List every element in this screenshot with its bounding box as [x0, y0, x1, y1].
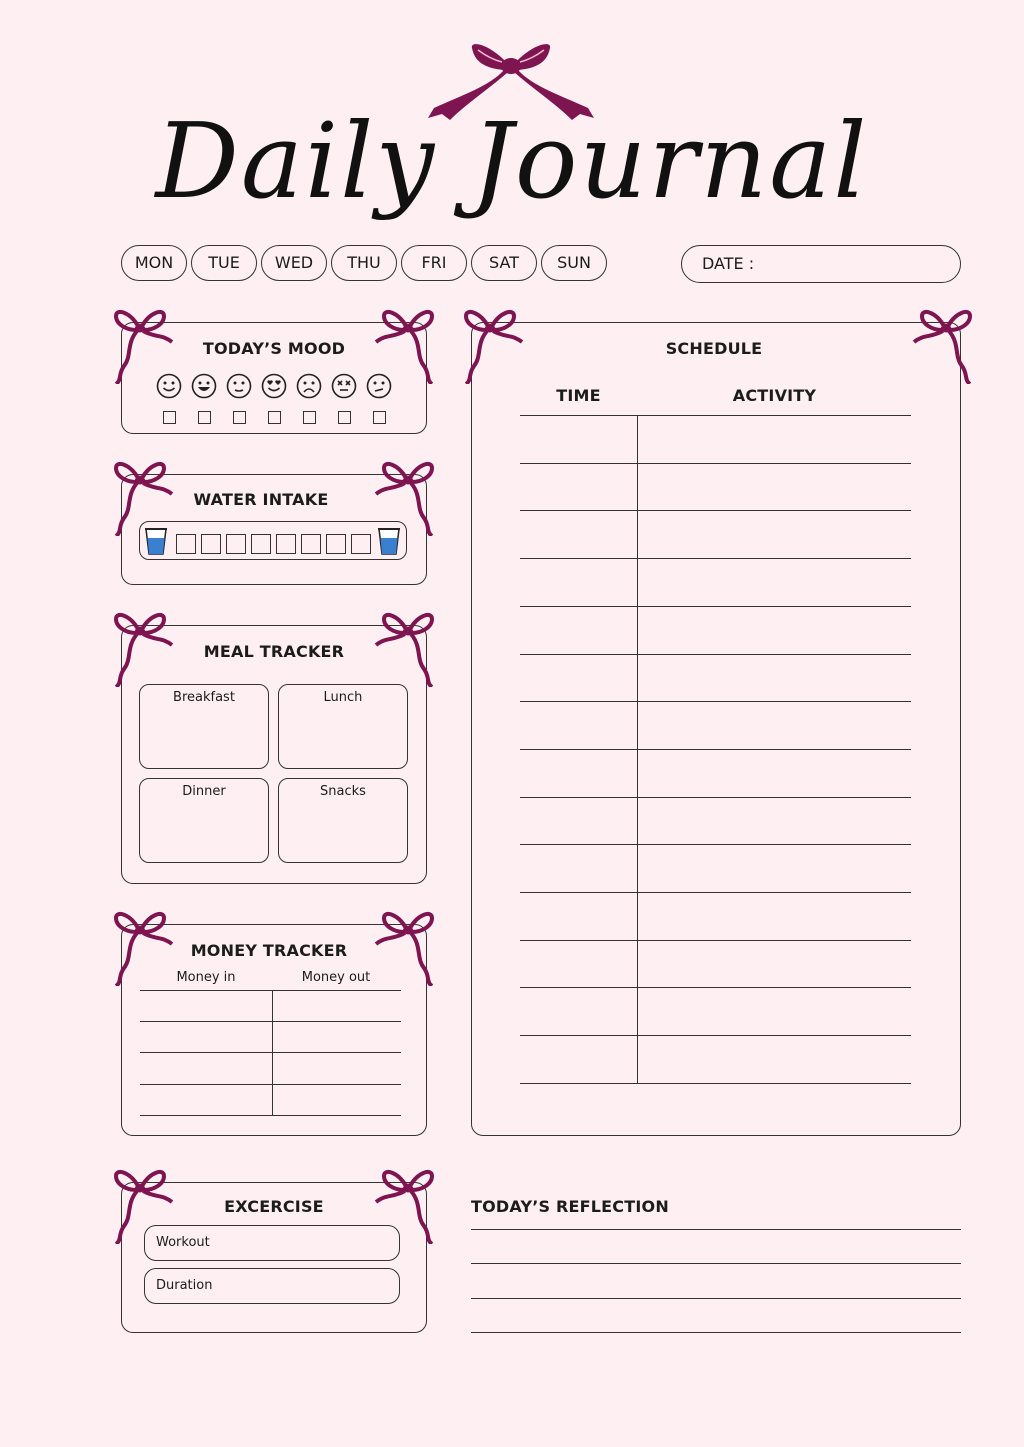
- water-checkbox[interactable]: [201, 534, 221, 554]
- dizzy-face-icon: [331, 373, 357, 399]
- schedule-row-line[interactable]: [520, 558, 911, 559]
- date-field[interactable]: DATE :: [681, 245, 961, 283]
- water-checkbox[interactable]: [351, 534, 371, 554]
- schedule-row-line[interactable]: [520, 749, 911, 750]
- schedule-row-line[interactable]: [520, 463, 911, 464]
- day-sat[interactable]: SAT: [471, 245, 537, 281]
- meal-snacks-box[interactable]: Snacks: [278, 778, 408, 863]
- money-out-header: Money out: [301, 970, 371, 985]
- schedule-row-line[interactable]: [520, 701, 911, 702]
- schedule-row-line[interactable]: [520, 1035, 911, 1036]
- schedule-row-line[interactable]: [520, 1083, 911, 1084]
- water-glass-icon: [144, 526, 168, 556]
- money-in-header: Money in: [176, 970, 236, 985]
- schedule-row-line[interactable]: [520, 987, 911, 988]
- sad-face-icon: [296, 373, 322, 399]
- meal-lunch-box[interactable]: Lunch: [278, 684, 408, 769]
- day-thu[interactable]: THU: [331, 245, 397, 281]
- schedule-row-line[interactable]: [520, 892, 911, 893]
- mood-title: TODAY’S MOOD: [202, 339, 346, 358]
- exercise-title: EXCERCISE: [224, 1197, 324, 1216]
- reflection-line[interactable]: [471, 1263, 961, 1264]
- reflection-line[interactable]: [471, 1332, 961, 1333]
- day-tue[interactable]: TUE: [191, 245, 257, 281]
- water-checkbox[interactable]: [251, 534, 271, 554]
- schedule-activity-header: ACTIVITY: [732, 386, 817, 405]
- water-checkbox[interactable]: [301, 534, 321, 554]
- day-sun[interactable]: SUN: [541, 245, 607, 281]
- schedule-column-divider: [637, 415, 638, 1083]
- schedule-title: SCHEDULE: [665, 339, 763, 358]
- schedule-row-line[interactable]: [520, 844, 911, 845]
- water-checkbox[interactable]: [226, 534, 246, 554]
- schedule-row-line[interactable]: [520, 606, 911, 607]
- neutral-face-icon: [226, 373, 252, 399]
- mood-checkbox[interactable]: [198, 411, 211, 424]
- confused-face-icon: [366, 373, 392, 399]
- day-wed[interactable]: WED: [261, 245, 327, 281]
- day-mon[interactable]: MON: [121, 245, 187, 281]
- water-checkbox[interactable]: [176, 534, 196, 554]
- money-row-line: [140, 990, 401, 991]
- day-fri[interactable]: FRI: [401, 245, 467, 281]
- page-title: Daily Journal: [155, 100, 869, 222]
- money-row-line: [140, 1052, 401, 1053]
- water-checkbox[interactable]: [326, 534, 346, 554]
- money-column-divider: [272, 990, 273, 1116]
- duration-field[interactable]: Duration: [144, 1268, 400, 1304]
- money-row-line: [140, 1084, 401, 1085]
- reflection-line[interactable]: [471, 1298, 961, 1299]
- schedule-time-header: TIME: [556, 386, 601, 405]
- mood-checkbox[interactable]: [268, 411, 281, 424]
- schedule-row-line[interactable]: [520, 415, 911, 416]
- mood-checkbox[interactable]: [233, 411, 246, 424]
- mood-checkbox[interactable]: [303, 411, 316, 424]
- meal-title: MEAL TRACKER: [203, 642, 345, 661]
- money-title: MONEY TRACKER: [190, 941, 348, 960]
- meal-dinner-box[interactable]: Dinner: [139, 778, 269, 863]
- water-glass-icon: [377, 526, 401, 556]
- smile-face-icon: [156, 373, 182, 399]
- mood-checkbox[interactable]: [338, 411, 351, 424]
- money-row-line: [140, 1021, 401, 1022]
- grin-face-icon: [191, 373, 217, 399]
- water-title: WATER INTAKE: [193, 490, 329, 509]
- reflection-title: TODAY’S REFLECTION: [471, 1197, 669, 1216]
- schedule-row-line[interactable]: [520, 654, 911, 655]
- mood-checkbox[interactable]: [373, 411, 386, 424]
- schedule-row-line[interactable]: [520, 797, 911, 798]
- workout-field[interactable]: Workout: [144, 1225, 400, 1261]
- meal-breakfast-box[interactable]: Breakfast: [139, 684, 269, 769]
- mood-checkbox[interactable]: [163, 411, 176, 424]
- schedule-row-line[interactable]: [520, 510, 911, 511]
- schedule-row-line[interactable]: [520, 940, 911, 941]
- money-row-line: [140, 1115, 401, 1116]
- reflection-line[interactable]: [471, 1229, 961, 1230]
- heart-eyes-face-icon: [261, 373, 287, 399]
- water-checkbox[interactable]: [276, 534, 296, 554]
- schedule-card: [471, 322, 961, 1136]
